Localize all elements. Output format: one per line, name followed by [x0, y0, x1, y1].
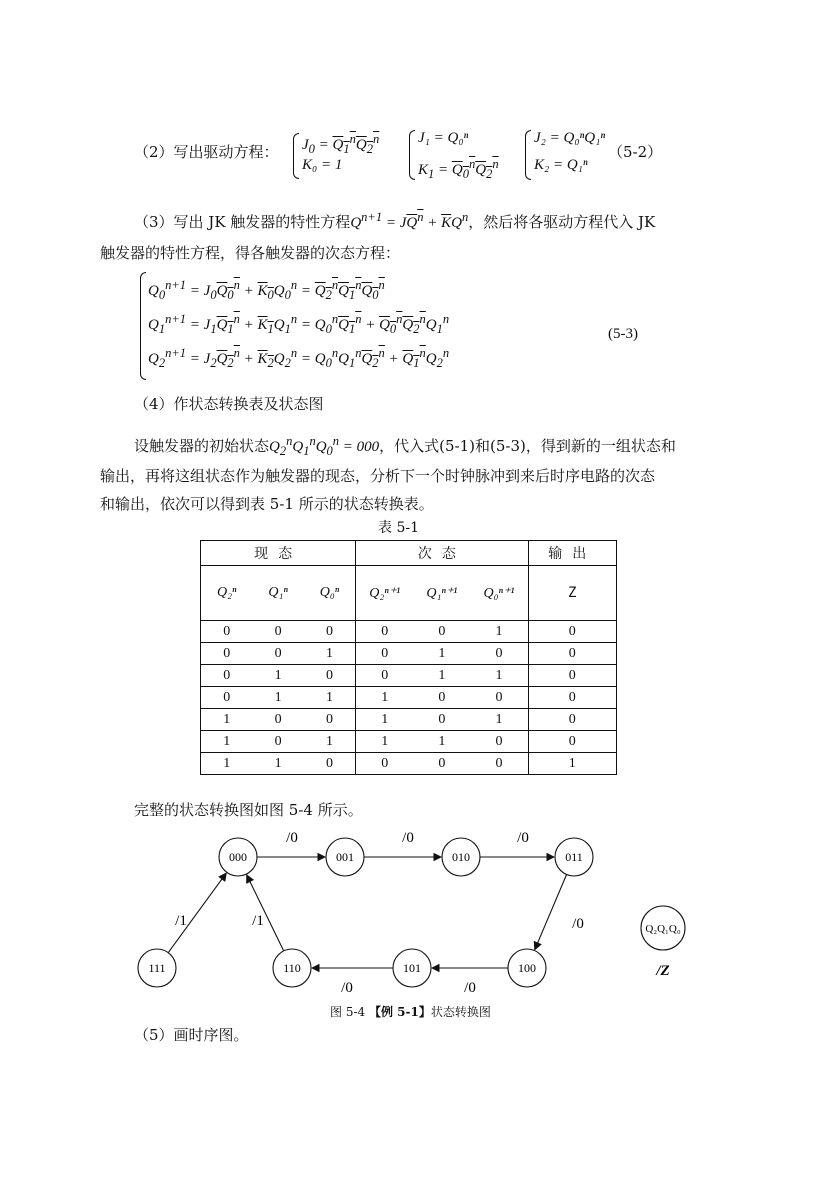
step4-para3: 和输出，依次可以得到表 5-1 所示的状态转换表。: [100, 495, 434, 513]
output-cell: 0: [528, 643, 616, 665]
output-cell: 0: [528, 687, 616, 709]
cell-value: 1: [274, 689, 282, 705]
k1-eq: $K_1 = Q_0^nQ_2^n$: [418, 157, 499, 181]
j1-eq: J₁ = Q₀ⁿ: [418, 130, 469, 146]
cell-value: 0: [381, 755, 389, 771]
j2-eq: J₂ = Q₀ⁿQ₁ⁿ: [534, 130, 606, 146]
transition-label: /1: [175, 913, 187, 929]
table-row: [201, 753, 617, 775]
table-row: [201, 665, 617, 687]
cell-value: 0: [325, 667, 333, 683]
step3-line1: [134, 206, 655, 234]
cell-value: 0: [495, 689, 503, 705]
next-state-cell: [356, 687, 528, 709]
cell-value: 0: [438, 711, 446, 727]
step4-para1: [134, 430, 676, 462]
j0-eq: $J_0 = Q_1^nQ_2^n$: [302, 132, 380, 156]
current-state-cell: [201, 621, 356, 643]
current-state-cell: [201, 687, 356, 709]
transition-label: /0: [464, 980, 476, 996]
current-state-cell: [201, 731, 356, 753]
initial-state-eq: $Q_2^nQ_1^nQ_0^n = 000$: [269, 434, 380, 458]
cell-value: 1: [495, 623, 503, 639]
step4-para1-b: ，代入式(5-1)和(5-3)，得到新的一组状态和: [379, 437, 676, 455]
k0-eq: K₀ = 1: [302, 157, 343, 173]
next-state-eq-0: $Q_0^{n+1} = J_0Q_0^n + K_0Q_0^n = Q_2^nQ_1^nQ_0^n$: [148, 278, 385, 302]
cell-value: 0: [274, 711, 282, 727]
cell-value: 0: [223, 623, 231, 639]
transition-label: /1: [252, 913, 264, 929]
transition-label: /0: [402, 830, 414, 846]
current-state-cell: [201, 753, 356, 775]
legend-state-label: Q₂Q₁Q₀: [645, 923, 681, 935]
cell-value: 0: [381, 623, 389, 639]
cell-value: 0: [495, 645, 503, 661]
cell-value: 0: [223, 667, 231, 683]
state-label: 110: [283, 961, 301, 975]
table-row: [201, 621, 617, 643]
state-label: 111: [148, 961, 166, 975]
cell-value: 0: [274, 623, 282, 639]
cell-value: 0: [274, 733, 282, 749]
next-state-cell: [356, 731, 528, 753]
cell-value: 0: [438, 623, 446, 639]
output-cell: 0: [528, 665, 616, 687]
step4-para2: 输出，再将这组状态作为触发器的现态，分析下一个时钟脉冲到来后时序电路的次态: [100, 467, 656, 485]
current-state-cell: [201, 665, 356, 687]
next-state-cell: [356, 709, 528, 731]
output-cell: 0: [528, 731, 616, 753]
cell-value: 1: [325, 645, 333, 661]
col-q2n: Q₂ⁿ: [217, 585, 237, 600]
table-row: [201, 687, 617, 709]
step3-line2: 触发器的特性方程，得各触发器的次态方程：: [100, 244, 401, 262]
cell-value: 1: [438, 733, 446, 749]
cell-value: 1: [381, 733, 389, 749]
step4-label: （4）作状态转换表及状态图: [134, 395, 324, 413]
header-current-state: 现态: [201, 541, 356, 566]
output-cell: 0: [528, 621, 616, 643]
cell-value: 0: [223, 645, 231, 661]
cell-value: 1: [274, 667, 282, 683]
legend-output-label: /Z: [656, 963, 670, 979]
cell-value: 1: [223, 711, 231, 727]
next-state-cell: [356, 665, 528, 687]
diagram-intro: 完整的状态转换图如图 5-4 所示。: [134, 801, 363, 819]
col-q1n: Q₁ⁿ: [268, 585, 288, 600]
next-state-columns: [356, 566, 528, 621]
eq-number-5-2: （5-2）: [608, 143, 663, 161]
cell-value: 1: [438, 667, 446, 683]
step3-line1-b: ，然后将各驱动方程代入 JK: [468, 213, 656, 231]
cell-value: 0: [495, 755, 503, 771]
characteristic-eq: $Q^{n+1} = JQ^n + \overline{K}Q^n$: [350, 210, 469, 231]
next-state-cell: [356, 621, 528, 643]
cell-value: 0: [438, 689, 446, 705]
next-state-cell: [356, 753, 528, 775]
state-label: 100: [518, 961, 536, 975]
col-z: Z: [528, 566, 616, 621]
step3-line1-a: （3）写出 JK 触发器的特性方程: [134, 213, 351, 231]
state-label: 000: [229, 850, 247, 864]
state-label: 101: [403, 961, 421, 975]
current-state-columns: [201, 566, 356, 621]
cell-value: 0: [223, 689, 231, 705]
col-q0n: Q₀ⁿ: [319, 585, 340, 600]
header-output: 输出: [528, 541, 616, 566]
cell-value: 0: [381, 667, 389, 683]
cell-value: 0: [381, 645, 389, 661]
transition-arrow-011-100: [535, 874, 567, 949]
next-state-eq-1: $Q_1^{n+1} = J_1Q_1^n + K_1Q_1^n = Q_0^nQ_1^n + Q_0^nQ_2^nQ_1^n$: [148, 312, 450, 336]
state-label: 001: [336, 850, 354, 864]
cell-value: 1: [274, 755, 282, 771]
cell-value: 0: [325, 623, 333, 639]
figure-caption-number: 图 5-4: [330, 1005, 369, 1019]
col-q2n1: Q₂ⁿ⁺¹: [369, 585, 401, 601]
cell-value: 1: [325, 733, 333, 749]
table-row: [201, 731, 617, 753]
state-label: 011: [565, 850, 583, 864]
transition-label: /0: [572, 916, 584, 932]
current-state-cell: [201, 709, 356, 731]
cell-value: 1: [495, 711, 503, 727]
state-diagram: [0, 820, 835, 1020]
col-q0n1: Q₀ⁿ⁺¹: [483, 585, 515, 601]
figure-caption-title: 状态转换图: [430, 1005, 491, 1019]
step4-para1-a: 设触发器的初始状态: [134, 437, 270, 455]
output-cell: 0: [528, 709, 616, 731]
state-label: 010: [452, 850, 470, 864]
cell-value: 1: [325, 689, 333, 705]
table-caption: 表 5-1: [378, 520, 419, 536]
transition-label: /0: [286, 830, 298, 846]
cell-value: 0: [325, 711, 333, 727]
k2-eq: K₂ = Q₁ⁿ: [534, 157, 588, 173]
cell-value: 1: [223, 755, 231, 771]
cell-value: 1: [381, 711, 389, 727]
col-q1n1: Q₁ⁿ⁺¹: [426, 585, 458, 601]
figure-caption-example: 【例 5-1】: [368, 1005, 431, 1019]
figure-caption: [330, 1003, 491, 1020]
eq-number-5-3: (5-3): [608, 326, 638, 342]
current-state-cell: [201, 643, 356, 665]
next-state-eq-2: $Q_2^{n+1} = J_2Q_2^n + K_2Q_2^n = Q_0^nQ_1^nQ_2^n + Q_1^nQ_2^n$: [148, 346, 450, 370]
cell-value: 0: [274, 645, 282, 661]
step5-label: （5）画时序图。: [134, 1026, 249, 1044]
cell-value: 1: [381, 689, 389, 705]
transition-label: /0: [341, 980, 353, 996]
state-transition-table: [200, 540, 617, 775]
header-next-state: 次态: [356, 541, 528, 566]
cell-value: 0: [438, 755, 446, 771]
cell-value: 1: [495, 667, 503, 683]
output-cell: 1: [528, 753, 616, 775]
next-state-cell: [356, 643, 528, 665]
next-state-brace: [140, 272, 146, 380]
step2-label: （2）写出驱动方程：: [134, 143, 279, 161]
cell-value: 1: [223, 733, 231, 749]
cell-value: 0: [495, 733, 503, 749]
transition-label: /0: [517, 830, 529, 846]
cell-value: 0: [325, 755, 333, 771]
table-row: [201, 643, 617, 665]
cell-value: 1: [438, 645, 446, 661]
table-row: [201, 709, 617, 731]
